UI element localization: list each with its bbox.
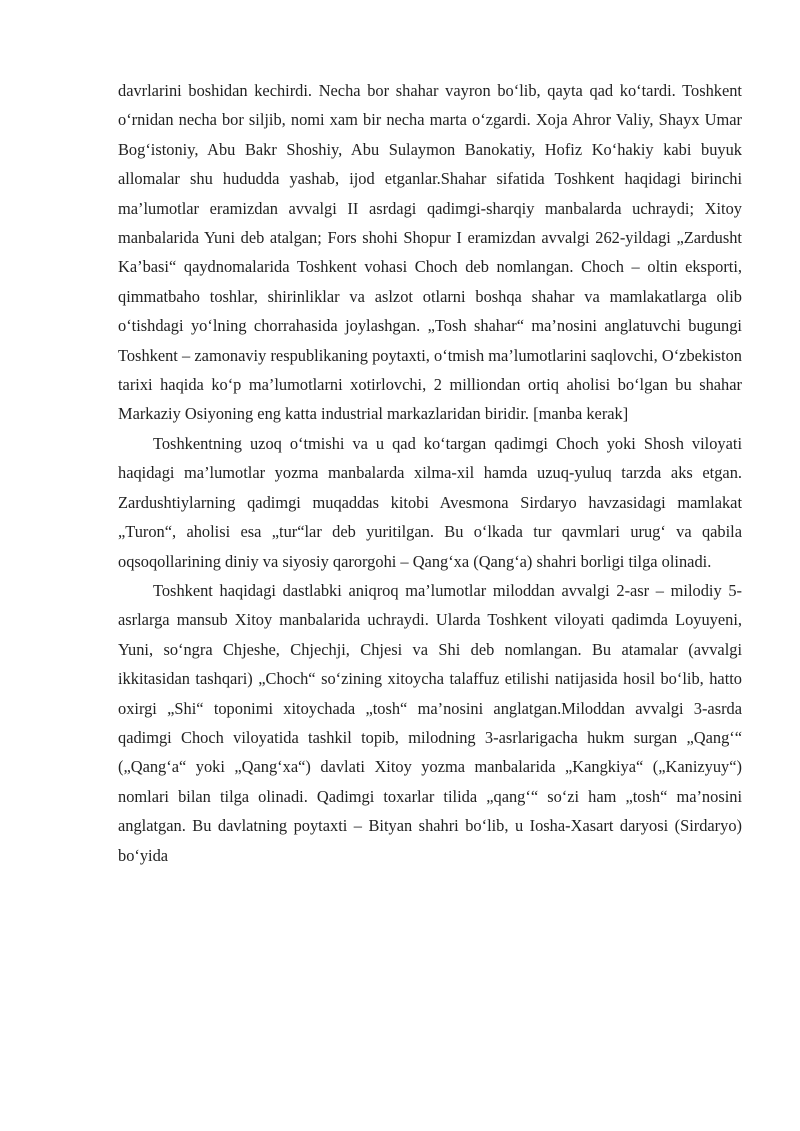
paragraph-1: davrlarini boshidan kechirdi. Necha bor shahar vayron bo‘lib, qayta qad ko‘tardi. Toshkent o‘rnidan necha bor siljib, nomi xam bir necha marta o‘zgardi. Xoja Ahror Valiy, Shayx Umar Bog‘istoniy, Abu Bakr Shoshiy, Abu Sulaymon Banokatiy, Hofiz Ko‘hakiy kabi buyuk allomalar shu hududda yashab, ijod etganlar.Shahar sifatida Toshkent haqidagi birinchi ma’lumotlar eramizdan avvalgi II asrdagi qadimgi-sharqiy manbalarda uchraydi; Xitoy manbalarida Yuni deb atalgan; Fors shohi Shopur I eramizdan avvalgi 262-yildagi „Zardusht Ka’basi“ qaydnomalarida Toshkent vohasi Choch deb nomlangan. Choch – oltin eksporti, qimmatbaho toshlar, shirinliklar va aslzot otlarni boshqa shahar va mamlakatlarga olib o‘tishdagi yo‘lning chorrahasida joylashgan. „Tosh shahar“ ma’nosini anglatuvchi bugungi Toshkent – zamonaviy respublikaning poytaxti, o‘tmish ma’lumotlarini saqlovchi, O‘zbekiston tarixi haqida ko‘p ma’lumotlarni xotirlovchi, 2 milliondan ortiq aholisi bo‘lgan bu shahar Markaziy Osiyoning eng katta industrial markazlaridan biridir. [manba kerak]: [118, 81, 742, 424]
paragraph-3: Toshkent haqidagi dastlabki aniqroq ma’lumotlar miloddan avvalgi 2-asr – milodiy 5-asrlarga mansub Xitoy manbalarida uchraydi. Ularda Toshkent viloyati qadimda Loyuyeni, Yuni, so‘ngra Chjeshe, Chjechji, Chjesi va Shi deb nomlangan. Bu atamalar (avvalgi ikkitasidan tashqari) „Choch“ so‘zining xitoycha talaffuz etilishi natijasida hosil bo‘lib, hatto oxirgi „Shi“ toponimi xitoychada „tosh“ ma’nosini anglatgan.Miloddan avvalgi 3-asrda qadimgi Choch viloyatida tashkil topib, milodning 3-asrlarigacha hukm surgan „Qang‘“ („Qang‘a“ yoki „Qang‘xa“) davlati Xitoy yozma manbalarida „Kangkiya“ („Kanizyuy“) nomlari bilan tilga olinadi. Qadimgi toxarlar tilida „qang‘“ so‘zi ham „tosh“ ma’nosini anglatgan. Bu davlatning poytaxti – Bityan shahri bo‘lib, u Iosha-Xasart daryosi (Sirdaryo) bo‘yida: [118, 580, 742, 865]
document-page: [118, 76, 742, 870]
paragraph-2: Toshkentning uzoq o‘tmishi va u qad ko‘targan qadimgi Choch yoki Shosh viloyati haqidagi ma’lumotlar yozma manbalarda xilma-xil hamda uzuq-yuluq tarzda aks etgan. Zardushtiylarning qadimgi muqaddas kitobi Avesmona Sirdaryo havzasidagi mamlakat „Turon“, aholisi esa „tur“lar deb yuritilgan. Bu o‘lkada tur qavmlari urug‘ va qabila oqsoqollarining diniy va siyosiy qarorgohi – Qang‘xa (Qang‘a) shahri borligi tilga olinadi.: [118, 433, 742, 571]
